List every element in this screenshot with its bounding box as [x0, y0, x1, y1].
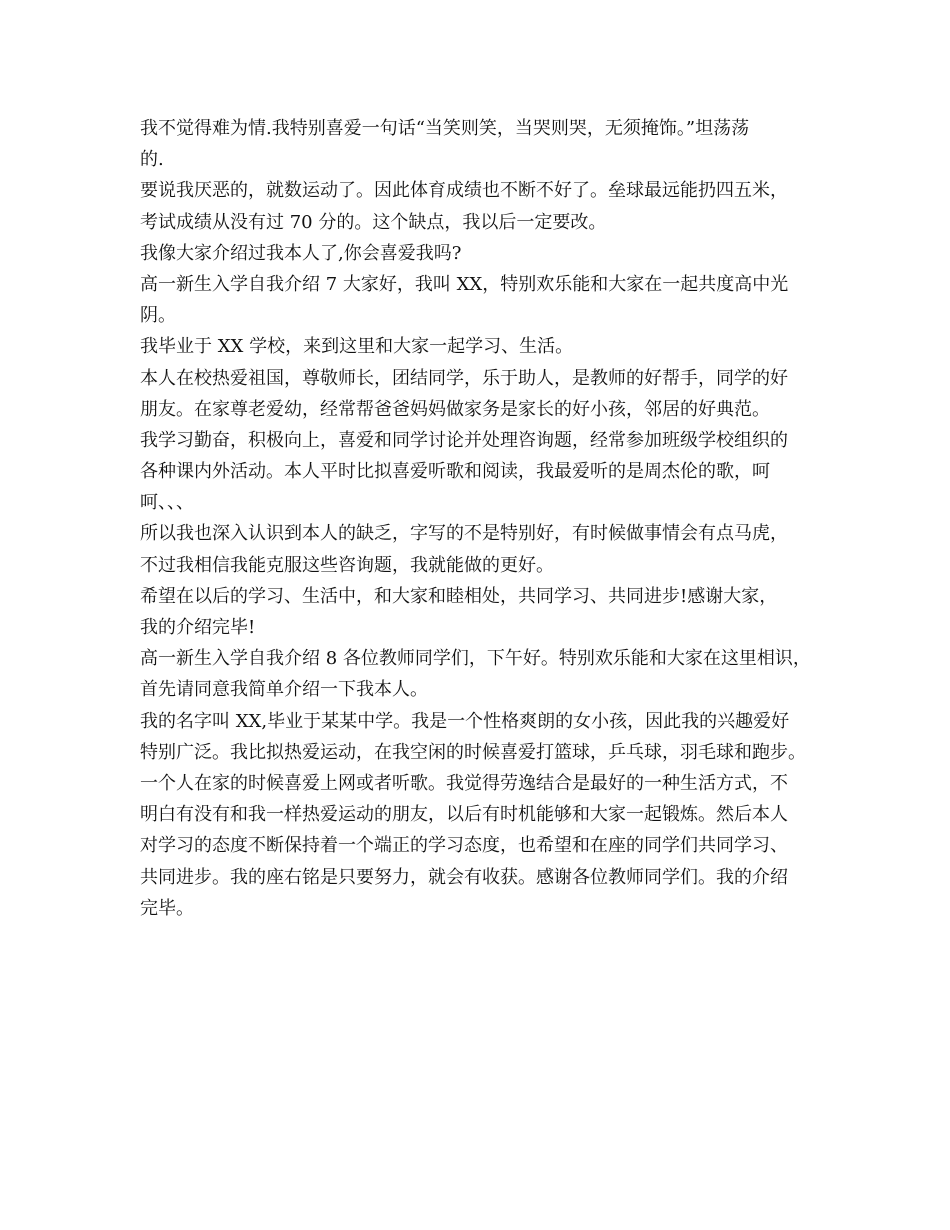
text-line: 高一新生入学自我介绍 8 各位教师同学们，下午好。特别欢乐能和大家在这里相识，	[140, 648, 811, 670]
text-line: 特别广泛。我比拟热爱运动，在我空闲的时候喜爱打篮球，乒乓球，羽毛球和跑步。	[140, 741, 806, 763]
text-line: 要说我厌恶的，就数运动了。因此体育成绩也不断不好了。垒球最远能扔四五米，	[140, 180, 788, 202]
text-line: 我的介绍完毕!	[140, 617, 256, 638]
text-line: 朋友。在家尊老爱幼，经常帮爸爸妈妈做家务是家长的好小孩，邻居的好典范。	[140, 398, 770, 420]
text-line: 我毕业于 XX 学校，来到这里和大家一起学习、生活。	[140, 336, 574, 358]
text-line: 高一新生入学自我介绍 7 大家好，我叫 XX，特别欢乐能和大家在一起共度高中光	[140, 273, 789, 295]
text-line: 所以我也深入认识到本人的缺乏，字写的不是特别好，有时候做事情会有点马虎，	[140, 523, 788, 545]
text-line: 我的名字叫 XX,毕业于某某中学。我是一个性格爽朗的女小孩，因此我的兴趣爱好	[140, 710, 790, 732]
text-line: 对学习的态度不断保持着一个端正的学习态度，也希望和在座的同学们共同学习、	[140, 835, 788, 857]
text-line: 首先请同意我简单介绍一下我本人。	[140, 679, 428, 701]
text-line: 的.	[140, 149, 164, 171]
text-line: 共同进步。我的座右铭是只要努力，就会有收获。感谢各位教师同学们。我的介绍	[140, 866, 788, 888]
body-text	[140, 113, 830, 924]
text-line: 不过我相信我能克服这些咨询题，我就能做的更好。	[140, 554, 554, 576]
text-line: 我像大家介绍过我本人了,你会喜爱我吗?	[140, 242, 462, 264]
text-line: 完毕。	[140, 897, 194, 919]
text-line: 希望在以后的学习、生活中，和大家和睦相处，共同学习、共同进步!感谢大家，	[140, 585, 778, 607]
text-line: 明白有没有和我一样热爱运动的朋友，以后有时机能够和大家一起锻炼。然后本人	[140, 804, 788, 826]
text-line: 本人在校热爱祖国，尊敬师长，团结同学，乐于助人，是教师的好帮手，同学的好	[140, 367, 788, 389]
text-line: 呵、、、	[140, 492, 194, 514]
text-line: 阴。	[140, 305, 176, 327]
text-line: 一个人在家的时候喜爱上网或者听歌。我觉得劳逸结合是最好的一种生活方式，不	[140, 772, 788, 794]
text-line: 各种课内外活动。本人平时比拟喜爱听歌和阅读，我最爱听的是周杰伦的歌，呵	[140, 461, 770, 483]
text-line: 我学习勤奋，积极向上，喜爱和同学讨论并处理咨询题，经常参加班级学校组织的	[140, 429, 788, 451]
text-line: 考试成绩从没有过 70 分的。这个缺点，我以后一定要改。	[140, 211, 607, 233]
text-line: 我不觉得难为情.我特别喜爱一句话“当笑则笑，当哭则哭，无须掩饰。”坦荡荡	[140, 118, 750, 139]
